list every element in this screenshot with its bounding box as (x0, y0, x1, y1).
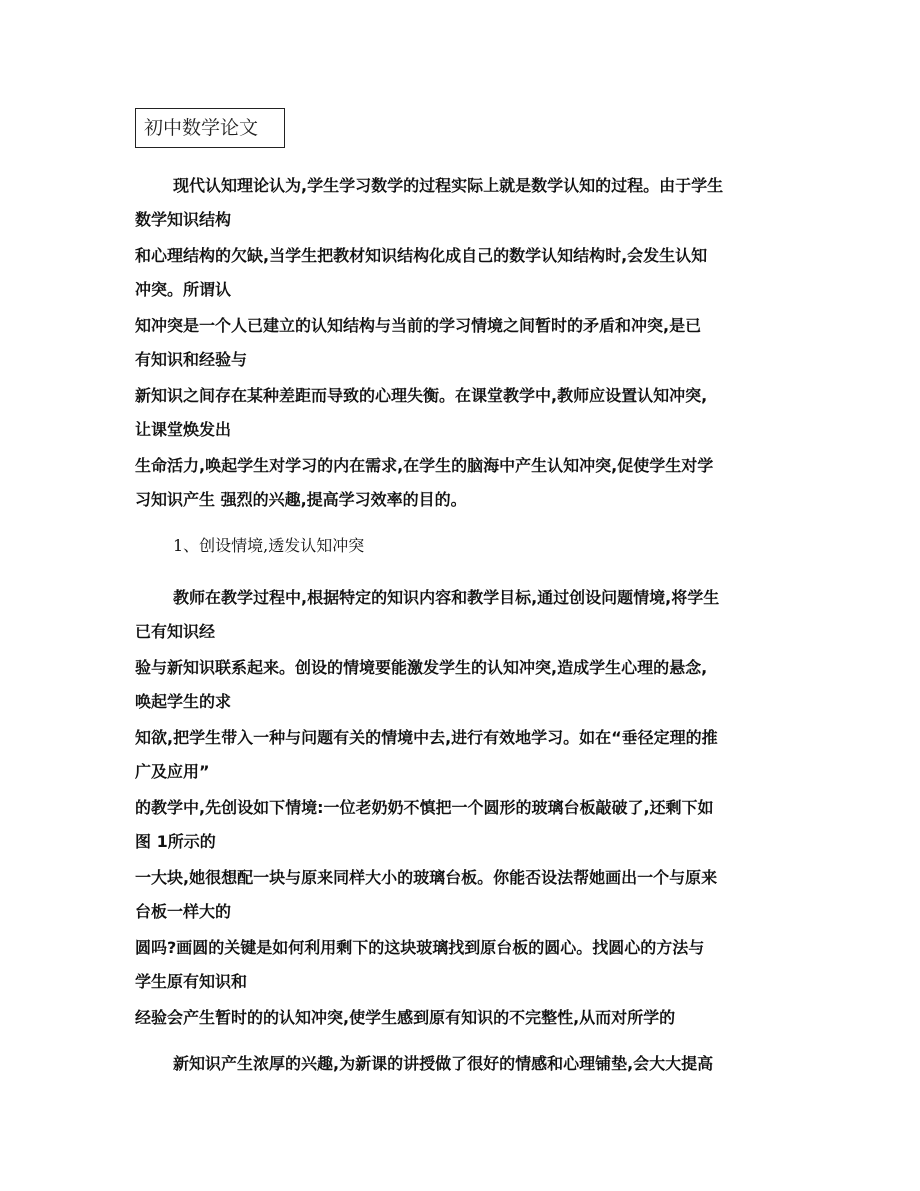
paragraph-line: 数学知识结构 (135, 210, 232, 229)
section-heading: 1、创设情境,透发认知冲突 (173, 536, 365, 555)
paragraph-line: 和心理结构的欠缺,当学生把教材知识结构化成自己的数学认知结构时,会发生认知 (135, 246, 708, 265)
paragraph-line: 台板一样大的 (135, 902, 232, 921)
document-title: 初中数学论文 (135, 108, 285, 148)
paragraph-line: 生命活力,唤起学生对学习的内在需求,在学生的脑海中产生认知冲突,促使学生对学 (135, 456, 714, 475)
paragraph-line: 让课堂焕发出 (135, 420, 232, 439)
paragraph-line: 有知识和经验与 (135, 350, 248, 369)
paragraph-line: 已有知识经 (135, 622, 216, 641)
paragraph-line: 知冲突是一个人已建立的认知结构与当前的学习情境之间暂时的矛盾和冲突,是已 (135, 316, 702, 335)
paragraph-line: 冲突。所谓认 (135, 280, 232, 299)
paragraph-line: 习知识产生 强烈的兴趣,提高学习效率的目的。 (135, 490, 467, 509)
paragraph-line: 圆吗?画圆的关键是如何利用剩下的这块玻璃找到原台板的圆心。找圆心的方法与 (135, 938, 705, 957)
paragraph-line: 现代认知理论认为,学生学习数学的过程实际上就是数学认知的过程。由于学生 (173, 176, 724, 195)
paragraph-line: 广及应用” (135, 762, 210, 781)
paragraph-line: 教师在教学过程中,根据特定的知识内容和教学目标,通过创设问题情境,将学生 (173, 588, 720, 607)
paragraph-line: 新知识之间存在某种差距而导致的心理失衡。在课堂教学中,教师应设置认知冲突, (135, 386, 708, 405)
paragraph-line: 学生原有知识和 (135, 972, 248, 991)
paragraph-line: 验与新知识联系起来。创设的情境要能激发学生的认知冲突,造成学生心理的悬念, (135, 658, 708, 677)
paragraph-line: 新知识产生浓厚的兴趣,为新课的讲授做了很好的情感和心理铺垫,会大大提高 (173, 1054, 714, 1073)
paragraph-line: 一大块,她很想配一块与原来同样大小的玻璃台板。你能否设法帮她画出一个与原来 (135, 868, 718, 887)
paragraph-line: 图 1所示的 (135, 832, 216, 851)
paragraph-line: 知欲,把学生带入一种与问题有关的情境中去,进行有效地学习。如在“垂径定理的推 (135, 728, 718, 747)
paragraph-line: 经验会产生暂时的的认知冲突,使学生感到原有知识的不完整性,从而对所学的 (135, 1008, 676, 1027)
paragraph-line: 的教学中,先创设如下情境:一位老奶奶不慎把一个圆形的玻璃台板敲破了,还剩下如 (135, 798, 714, 817)
paragraph-line: 唤起学生的求 (135, 692, 232, 711)
